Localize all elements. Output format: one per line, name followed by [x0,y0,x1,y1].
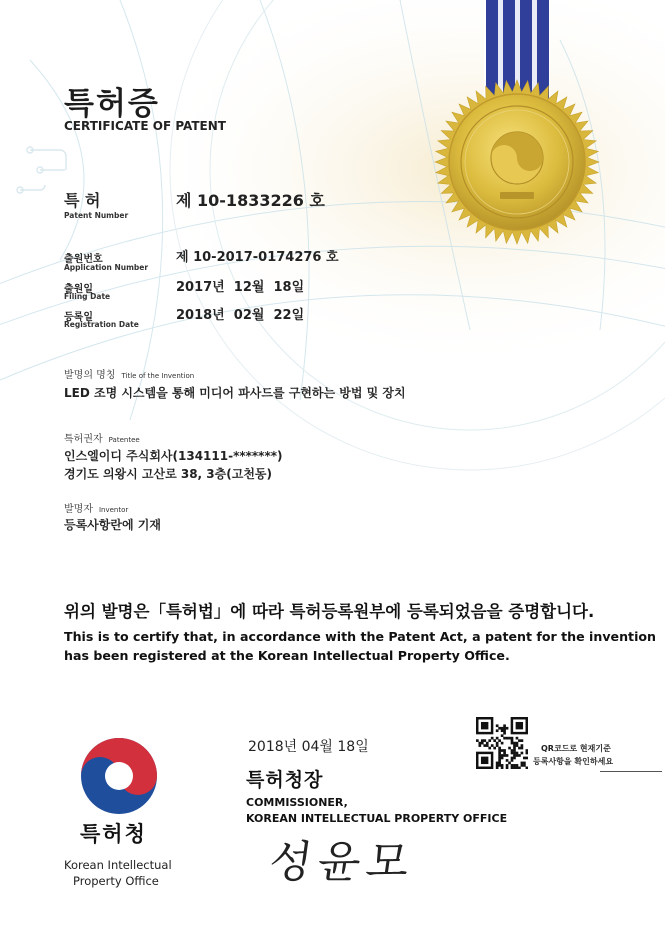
commissioner-title-ko: 특허청장 [246,769,324,791]
certificate-title: 특허증 [64,86,160,122]
inventor-label [64,500,128,515]
office-name-en-2: Property Office [73,874,159,888]
office-name-ko: 특허청 [80,822,147,846]
patentee-label-en: Patentee [108,436,140,444]
inventor-value: 등록사항란에 기재 [64,518,161,532]
application-number-value: 제 10-2017-0174276 호 [176,250,339,265]
inventor-label-en: Inventor [98,506,129,514]
patentee-address: 경기도 의왕시 고산로 38, 3층(고천동) [64,467,272,481]
commissioner-title-en-2: KOREAN INTELLECTUAL PROPERTY OFFICE [246,812,508,825]
qr-code[interactable] [476,717,528,769]
certificate-subtitle: CERTIFICATE OF PATENT [64,119,226,133]
invention-title-value: LED 조명 시스템을 통해 미디어 파사드를 구현하는 방법 및 장치 [64,386,406,400]
commissioner-title-en-1: COMMISSIONER, [246,796,348,809]
invention-title-label [64,366,194,381]
invention-title-label-ko: 발명의 명칭 [64,370,116,381]
patent-number-value: 제 10-1833226 호 [176,191,325,210]
certification-statement-en-1: This is to certify that, in accordance with the Patent Act, a patent for the invention [64,629,657,644]
issue-date: 2018년 04월 18일 [248,739,369,755]
office-name-en-1: Korean Intellectual [64,858,172,872]
registration-date-value: 2018년 02월 22일 [176,308,305,323]
registration-date-label-en: Registration Date [64,320,139,329]
invention-title-label-en: Title of the Invention [121,372,195,380]
patent-number-label-en: Patent Number [64,211,129,220]
certification-statement-ko: 위의 발명은「특허법」에 따라 특허등록원부에 등록되었음을 증명합니다. [64,602,595,621]
qr-caption-2: 등록사항을 확인하세요 [533,757,614,766]
filing-date-value: 2017년 12월 18일 [176,280,305,295]
filing-date-label-en: Filing Date [64,292,111,301]
application-number-label: 출원번호 [64,254,103,265]
kipo-taegeuk-logo-icon [78,735,160,817]
commissioner-signature: 성윤모 [265,837,419,888]
registration-date-label: 등록일 [64,312,93,323]
patent-number-label: 특 허 [64,191,101,210]
divider [600,771,662,772]
patentee-name: 인스엘이디 주식회사(134111-*******) [64,449,283,463]
inventor-label-ko: 발명자 [64,504,93,515]
gold-seal [435,80,599,244]
filing-date-label: 출원일 [64,284,93,295]
patentee-label-ko: 특허권자 [64,434,103,445]
certification-statement-en-2: has been registered at the Korean Intellectual Property Office. [64,648,510,663]
application-number-label-en: Application Number [64,263,149,272]
patentee-label [64,430,140,445]
qr-caption-1: QR코드로 현재기준 [541,744,611,753]
